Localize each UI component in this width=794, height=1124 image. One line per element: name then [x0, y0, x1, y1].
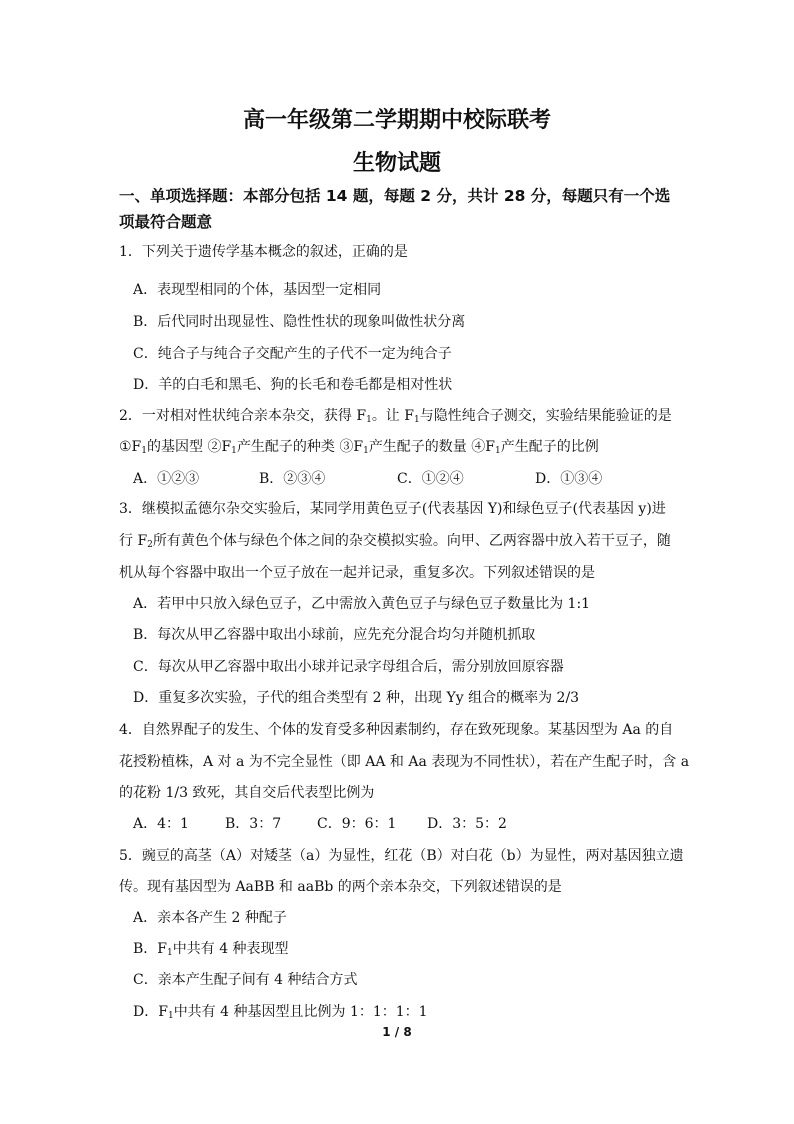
- q5-option-c: C．亲本产生配子间有 4 种结合方式: [133, 972, 358, 988]
- q2-item-part: 的基因型 ②F: [147, 439, 232, 455]
- q3-stem-line2: [119, 530, 671, 550]
- q3-stem-line3: 机从每个容器中取出一个豆子放在一起并记录，重复多次。下列叙述错误的是: [119, 565, 595, 581]
- exam-subtitle: 生物试题: [352, 151, 441, 176]
- section-heading-line2: 项最符合题意: [119, 213, 213, 231]
- q3-stem-part: 行 F: [119, 533, 148, 549]
- q2-stem-part: 2．一对相对性状纯合亲本杂交，获得 F: [119, 408, 367, 424]
- q1-option-d: D．羊的白毛和黑毛、狗的长毛和卷毛都是相对性状: [133, 377, 453, 393]
- q5-option-a: A．亲本各产生 2 种配子: [133, 910, 287, 926]
- q4-stem-line2: 花授粉植株，A 对 a 为不完全显性（即 AA 和 Aa 表现为不同性状），若在产生配子时，含 a: [119, 754, 690, 770]
- q4-stem-line3: 的花粉 1/3 致死，其自交后代表型比例为: [119, 785, 375, 801]
- subscript: 1: [494, 446, 501, 456]
- q5-option-part: 中共有 4 种基因型且比例为 1：1：1：1: [173, 1004, 428, 1020]
- q2-item-part: 产生配子的数量 ④F: [368, 439, 495, 455]
- q5-option-b: [133, 938, 289, 958]
- q2-options: [133, 468, 602, 488]
- q5-option-d: [133, 1001, 428, 1021]
- q2-option-a: A．①②③: [133, 471, 200, 487]
- q3-stem-line1: 3．继模拟孟德尔杂交实验后，某同学用黄色豆子(代表基因 Y)和绿色豆子(代表基因 y)进: [119, 501, 666, 517]
- q3-option-a: A．若甲中只放入绿色豆子，乙中需放入黄色豆子与绿色豆子数量比为 1:1: [133, 596, 591, 612]
- section-heading: [119, 183, 679, 235]
- q5-stem-line2: 传。现有基因型为 AaBB 和 aaBb 的两个亲本杂交，下列叙述错误的是: [119, 879, 562, 895]
- q3-stem-part: 所有黄色个体与绿色个体之间的杂交模拟实验。向甲、乙两容器中放入若干豆子，随: [152, 533, 671, 549]
- subscript: 1: [413, 415, 420, 425]
- subscript: 1: [167, 948, 173, 958]
- q5-option-part: B．F: [133, 941, 168, 957]
- q5-option-part: D．F: [133, 1004, 168, 1020]
- q1-option-a: A．表现型相同的个体，基因型一定相同: [133, 282, 382, 298]
- q4-option-a: A．4：1: [133, 816, 189, 832]
- q2-items: [119, 436, 599, 456]
- q2-option-d: D．①③④: [535, 471, 603, 487]
- q1-stem: 1．下列关于遗传学基本概念的叙述，正确的是: [119, 244, 408, 260]
- exam-title: 高一年级第二学期期中校际联考: [242, 108, 551, 133]
- subscript: 1: [141, 446, 147, 456]
- q2-item-part: ①F: [119, 439, 142, 455]
- q3-option-d: D．重复多次实验，子代的组合类型有 2 种，出现 Yy 组合的概率为 2/3: [133, 690, 580, 706]
- q2-stem-part: 与隐性纯合子测交，实验结果能验证的是: [419, 408, 672, 424]
- q2-option-c: C．①②④: [397, 471, 464, 487]
- q3-option-c: C．每次从甲乙容器中取出小球并记录字母组合后，需分别放回原容器: [133, 659, 564, 675]
- subscript: 1: [366, 415, 372, 425]
- section-heading-line1: 一、单项选择题：本部分包括 14 题，每题 2 分，共计 28 分，每题只有一个选: [119, 187, 671, 205]
- subscript: 1: [363, 446, 369, 456]
- page-number: 1 / 8: [382, 1025, 412, 1039]
- subscript: 1: [231, 446, 237, 456]
- q5-option-part: 中共有 4 种表现型: [172, 941, 289, 957]
- q1-option-c: C．纯合子与纯合子交配产生的子代不一定为纯合子: [133, 346, 452, 362]
- q4-option-c: C．9：6：1: [317, 816, 397, 832]
- q4-option-b: B．3：7: [225, 816, 282, 832]
- q4-options: [133, 813, 507, 833]
- q3-option-b: B．每次从甲乙容器中取出小球前，应先充分混合均匀并随机抓取: [133, 627, 536, 643]
- subscript: 2: [147, 540, 153, 550]
- q2-option-b: B．②③④: [259, 471, 326, 487]
- subscript: 1: [167, 1011, 174, 1021]
- q1-option-b: B．后代同时出现显性、隐性性状的现象叫做性状分离: [133, 314, 466, 330]
- q2-stem-part: 。让 F: [371, 408, 414, 424]
- q4-option-d: D．3：5：2: [427, 816, 507, 832]
- q2-item-part: 产生配子的比例: [500, 439, 599, 455]
- q2-stem: [119, 405, 672, 425]
- q4-stem-line1: 4．自然界配子的发生、个体的发育受多种因素制约，存在致死现象。某基因型为 Aa 的自: [119, 722, 674, 738]
- q5-stem-line1: 5．豌豆的高茎（A）对矮茎（a）为显性，红花（B）对白花（b）为显性，两对基因独立遗: [119, 848, 684, 864]
- q2-item-part: 产生配子的种类 ③F: [236, 439, 364, 455]
